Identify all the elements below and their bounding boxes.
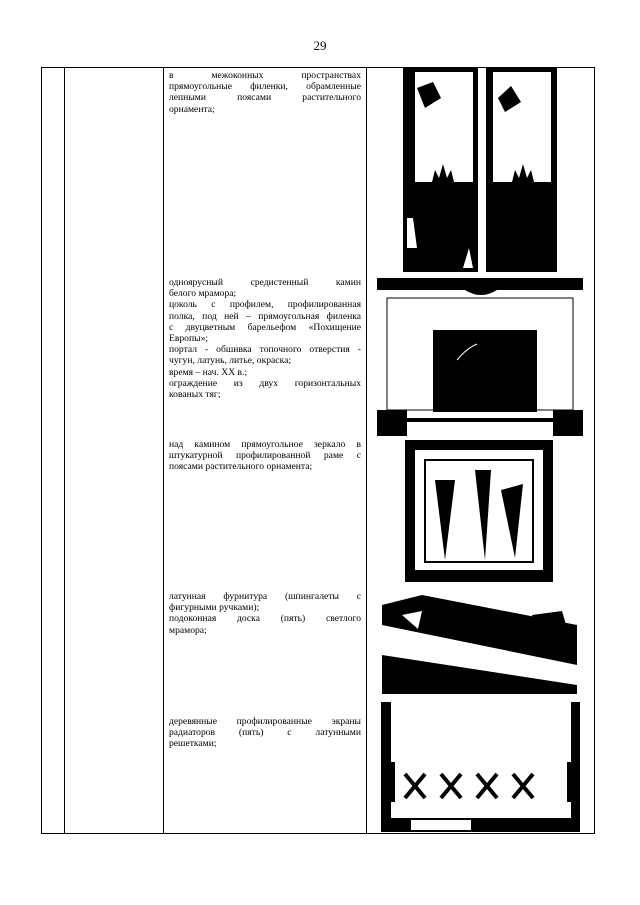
entry-line: цоколь с профилем, профилированная [169, 299, 361, 311]
entry-line: подоконная доска (пять) светлого [169, 613, 361, 625]
table-bottom-border [41, 833, 595, 834]
table-border-col-3 [163, 67, 164, 834]
table-border-col-2 [64, 67, 65, 834]
entry-line: радиаторов (пять) с латунными [169, 727, 361, 739]
page-number: 29 [313, 38, 327, 53]
entry-line: ограждение из двух горизонтальных [169, 377, 361, 389]
entry-line: деревянные профилированные экраны [169, 716, 361, 727]
entry-line: чугун, латунь, литье, окраска; [169, 355, 292, 367]
entry-line: лепными поясами растительного [169, 92, 361, 104]
entry-line: полка, под ней – прямоугольная филенка [169, 310, 361, 322]
entry-line: мрамора; [169, 624, 207, 636]
entry-line: над камином прямоугольное зеркало в [169, 439, 361, 450]
entry-line: кованых тяг; [169, 389, 221, 401]
entry-line: фигурными ручками); [169, 602, 260, 614]
entry-3-text [169, 439, 361, 473]
photo-wall-panels [403, 68, 557, 272]
photo-window-sill [382, 585, 577, 694]
entry-line: латунная фурнитура (шпингалеты с [169, 591, 361, 602]
entry-line: с двуцветным барельефом «Похищение [169, 321, 361, 333]
entry-2-text [169, 277, 361, 400]
table-border-col-5 [594, 67, 595, 834]
entry-line: поясами растительного орнамента; [169, 461, 313, 473]
entry-1-text [169, 70, 361, 115]
entry-line: Европы»; [169, 333, 209, 345]
entry-line: орнамента; [169, 103, 215, 115]
entry-line: прямоугольные филенки, обрамленные [169, 81, 361, 93]
photo-fireplace [377, 278, 583, 436]
table-border-col-1 [41, 67, 42, 834]
entry-4-text [169, 591, 361, 636]
entry-line: одноярусный средистенный камин [169, 277, 361, 288]
entry-line: время – нач. XX в.; [169, 366, 248, 378]
entry-5-text [169, 716, 361, 750]
entry-line: в межоконных пространствах [169, 70, 361, 81]
entry-line: портал - обшивка топочного отверстия - [169, 344, 361, 356]
photo-mirror [405, 440, 553, 582]
entry-line: решетками; [169, 738, 217, 750]
entry-line: штукатурной профилированной раме с [169, 450, 361, 462]
table-border-col-4 [366, 67, 367, 834]
entry-line: белого мрамора; [169, 288, 237, 300]
photo-radiator-screen [381, 702, 580, 832]
